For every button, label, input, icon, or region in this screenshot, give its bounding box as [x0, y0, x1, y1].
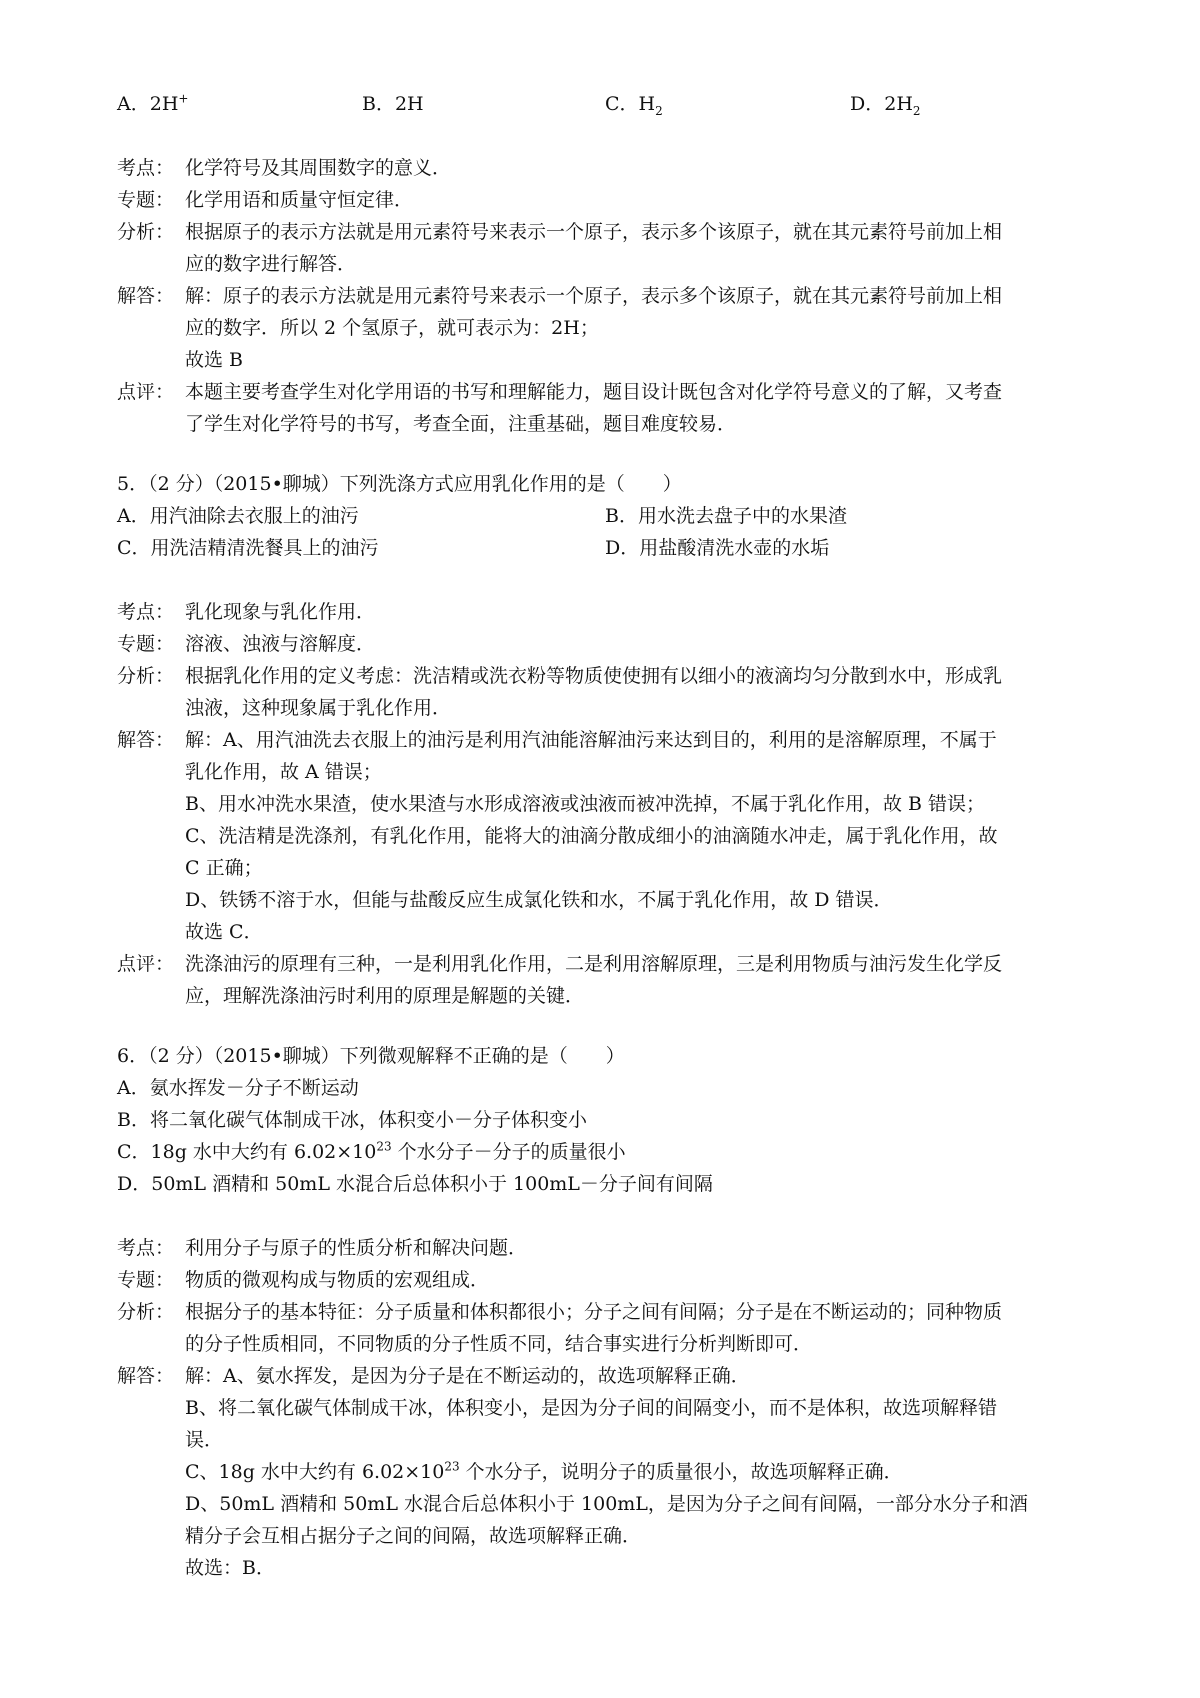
q4-zhuanti-label: 专题： [117, 189, 175, 211]
q5-zhuanti-text: 溶液、浊液与溶解度． [185, 633, 376, 655]
q5-option-d: D．用盐酸清洗水壶的水垢 [605, 537, 830, 559]
q5-jieda-line: B、用水冲洗水果渣，使水果渣与水形成溶液或浊液而被冲洗掉，不属于乳化作用，故 B 错误； [185, 793, 986, 815]
q6-option-b: B．将二氧化碳气体制成干冰，体积变小－分子体积变小 [117, 1109, 587, 1131]
q4-fenxi-line: 根据原子的表示方法就是用元素符号来表示一个原子，表示多个该原子，就在其元素符号前加上相 [185, 221, 1003, 243]
q5-dianping-label: 点评： [117, 953, 175, 975]
q5-option-b: B．用水洗去盘子中的水果渣 [605, 505, 847, 527]
q4-zhuanti-text: 化学用语和质量守恒定律． [185, 189, 414, 211]
q5-option-a: A．用汽油除去衣服上的油污 [117, 505, 359, 527]
q5-jieda-line: 故选 C． [185, 921, 263, 943]
q4-dianping-line: 了学生对化学符号的书写，考查全面，注重基础，题目难度较易． [185, 413, 737, 435]
q5-jieda-line: C、洗洁精是洗涤剂，有乳化作用，能将大的油滴分散成细小的油滴随水冲走，属于乳化作用，故 [185, 825, 998, 847]
q5-jieda-line: 解：A、用汽油洗去衣服上的油污是利用汽油能溶解油污来达到目的，利用的是溶解原理，不属于 [185, 729, 997, 751]
q6-option-c: C．18g 水中大约有 $6.02\times 10^{23}$ 个水分子－分子的质量很小 [117, 1139, 626, 1163]
q4-jieda-label: 解答： [117, 285, 175, 307]
q6-option-a: A．氨水挥发－分子不断运动 [117, 1077, 359, 1099]
q6-jieda-label: 解答： [117, 1365, 175, 1387]
q6-option-d: D．50mL 酒精和 50mL 水混合后总体积小于 100mL－分子间有间隔 [117, 1173, 713, 1195]
q5-fenxi-line: 根据乳化作用的定义考虑：洗洁精或洗衣粉等物质使使拥有以细小的液滴均匀分散到水中，形成乳 [185, 665, 1003, 687]
q6-jieda-line: 故选：B． [185, 1557, 275, 1579]
q6-kaodian-label: 考点： [117, 1237, 175, 1259]
q5-fenxi-label: 分析： [117, 665, 175, 687]
q4-option-d: D．$2H_2$ [850, 93, 921, 118]
q5-kaodian-label: 考点： [117, 601, 175, 623]
q4-kaodian-text: 化学符号及其周围数字的意义． [185, 157, 452, 179]
q6-kaodian-text: 利用分子与原子的性质分析和解决问题． [185, 1237, 528, 1259]
q6-jieda-line: 精分子会互相占据分子之间的间隔，故选项解释正确． [185, 1525, 642, 1547]
q5-stem: 5．（2 分）（2015•聊城）下列洗涤方式应用乳化作用的是（ ） [117, 473, 682, 495]
q5-jieda-line: 乳化作用，故 A 错误； [185, 761, 382, 783]
q5-kaodian-text: 乳化现象与乳化作用． [185, 601, 376, 623]
q6-fenxi-label: 分析： [117, 1301, 175, 1323]
q5-jieda-line: D、铁锈不溶于水，但能与盐酸反应生成氯化铁和水，不属于乳化作用，故 D 错误． [185, 889, 893, 911]
q4-jieda-line: 应的数字．所以 2 个氢原子，就可表示为：2H； [185, 317, 599, 339]
q6-zhuanti-label: 专题： [117, 1269, 175, 1291]
q6-jieda-line: D、50mL 酒精和 50mL 水混合后总体积小于 100mL，是因为分子之间有间隔，一部分水分子和酒 [185, 1493, 1028, 1515]
q4-jieda-line: 故选 B [185, 349, 244, 371]
q6-jieda-line: 误． [185, 1429, 224, 1451]
q5-fenxi-line: 浊液，这种现象属于乳化作用． [185, 697, 452, 719]
q5-option-c: C．用洗洁精清洗餐具上的油污 [117, 537, 379, 559]
q5-jieda-line: C 正确； [185, 857, 263, 879]
q4-dianping-label: 点评： [117, 381, 175, 403]
q4-dianping-line: 本题主要考查学生对化学用语的书写和理解能力，题目设计既包含对化学符号意义的了解，又考查 [185, 381, 1003, 403]
q4-option-b: B．2H [362, 93, 424, 115]
q5-dianping-line: 应，理解洗涤油污时利用的原理是解题的关键． [185, 985, 585, 1007]
q6-stem: 6．（2 分）（2015•聊城）下列微观解释不正确的是（ ） [117, 1045, 625, 1067]
q6-fenxi-line: 根据分子的基本特征：分子质量和体积都很小；分子之间有间隔；分子是在不断运动的；同种物质 [185, 1301, 1003, 1323]
q4-jieda-line: 解：原子的表示方法就是用元素符号来表示一个原子，表示多个该原子，就在其元素符号前加上相 [185, 285, 1003, 307]
q6-jieda-line: B、将二氧化碳气体制成干冰，体积变小，是因为分子间的间隔变小，而不是体积，故选项解释错 [185, 1397, 997, 1419]
q5-zhuanti-label: 专题： [117, 633, 175, 655]
q6-jieda-line: C、18g 水中大约有 $6.02\times 10^{23}$ 个水分子，说明分子的质量很小，故选项解释正确． [185, 1459, 903, 1483]
q4-fenxi-line: 应的数字进行解答． [185, 253, 357, 275]
q4-kaodian-label: 考点： [117, 157, 175, 179]
q5-jieda-label: 解答： [117, 729, 175, 751]
q6-fenxi-line: 的分子性质相同，不同物质的分子性质不同，结合事实进行分析判断即可． [185, 1333, 813, 1355]
q6-jieda-line: 解：A、氨水挥发，是因为分子是在不断运动的，故选项解释正确． [185, 1365, 750, 1387]
q4-option-c: C．$H_2$ [605, 93, 663, 118]
q4-option-a: A．2H+ [117, 91, 189, 115]
q6-zhuanti-text: 物质的微观构成与物质的宏观组成． [185, 1269, 490, 1291]
q5-dianping-line: 洗涤油污的原理有三种，一是利用乳化作用，二是利用溶解原理，三是利用物质与油污发生化学反 [185, 953, 1003, 975]
q4-fenxi-label: 分析： [117, 221, 175, 243]
